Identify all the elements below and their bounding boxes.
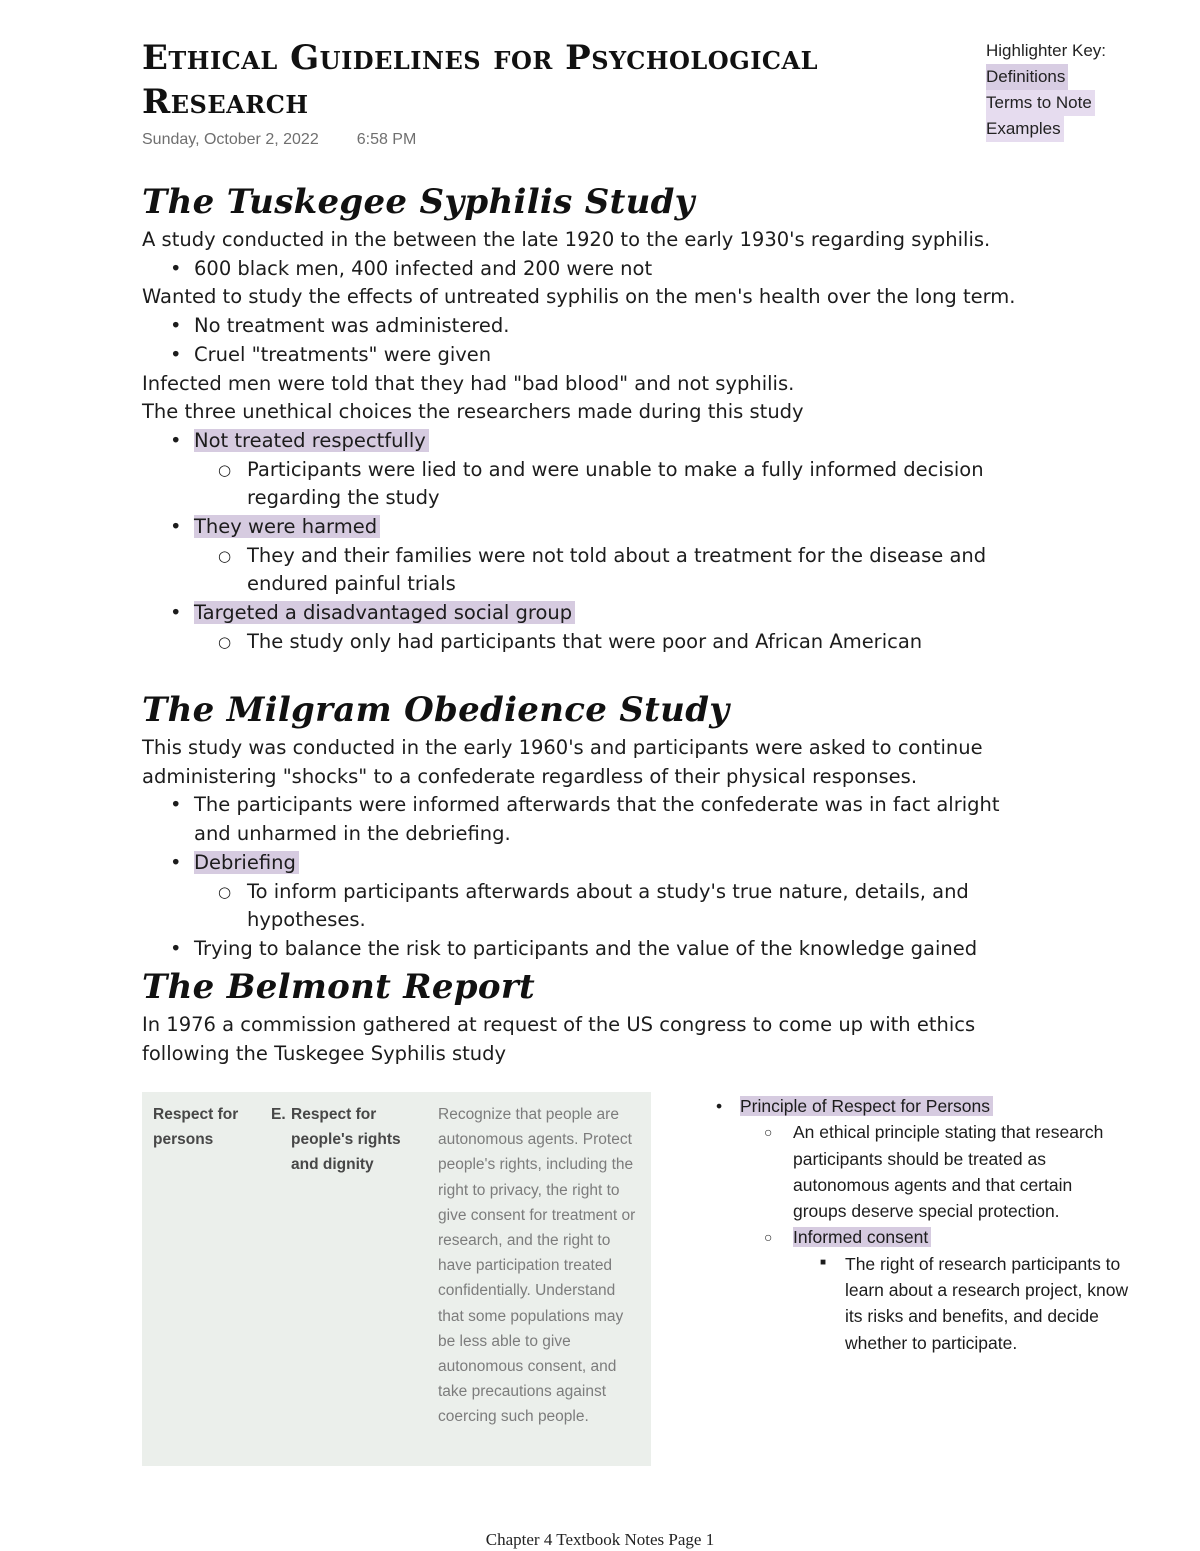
page-datetime <box>142 131 454 149</box>
paragraph: In 1976 a commission gathered at request of the US congress to come up with ethics following the Tuskegee Syphilis study <box>142 1013 976 1065</box>
bullet-item: • 600 black men, 400 infected and 200 were not <box>142 255 1042 284</box>
table-cell-standard <box>271 1102 401 1178</box>
page-footer: Chapter 4 Textbook Notes Page 1 <box>485 1530 715 1549</box>
sub-bullet-item: ○ They and their families were not told about a treatment for the disease and endured painful trials <box>142 542 1042 599</box>
table-cell-principle: Respect for persons <box>153 1106 239 1149</box>
section-belmont <box>142 1011 1042 1068</box>
sub-bullet-item: ○ The study only had participants that were poor and African American <box>142 628 1042 657</box>
highlight-definition: Targeted a disadvantaged social group <box>194 601 575 624</box>
bullet-item: • No treatment was administered. <box>142 312 1042 341</box>
table-cell-description: Recognize that people are autonomous agents. Protect people's rights, including the right to privacy, the right to give consent for treatment or research, and the right to have participation treated confidentially. Understand that some populations may be less able to give autonomous consent, and take precautions against coercing such people. <box>438 1106 636 1426</box>
belmont-notes <box>712 1093 1132 1356</box>
sub-bullet-item: ○ Participants were lied to and were unable to make a fully informed decision regarding the study <box>142 456 1042 513</box>
highlighter-key-label: Highlighter Key: <box>986 41 1107 60</box>
paragraph: This study was conducted in the early 1960's and participants were asked to continue administering "shocks" to a confederate regardless of their physical responses. <box>142 736 983 788</box>
bullet-item <box>142 427 1042 456</box>
highlight-definition: Principle of Respect for Persons <box>740 1096 993 1116</box>
highlighter-key <box>986 38 1106 142</box>
belmont-table-image <box>142 1092 651 1466</box>
key-terms: Terms to Note <box>986 90 1095 116</box>
sub-sub-bullet-item: ■ The right of research participants to learn about a research project, know its risks and benefits, and decide whether to participate. <box>712 1251 1130 1356</box>
page-time: 6:58 PM <box>356 131 417 148</box>
bullet-item <box>142 849 1042 878</box>
highlight-definition: Informed consent <box>793 1227 931 1247</box>
bullet-item: • The participants were informed afterwards that the confederate was in fact alright and unharmed in the debriefing. <box>142 791 1004 848</box>
page-title <box>142 36 992 124</box>
sub-bullet-item: ○ To inform participants afterwards about a study's true nature, details, and hypotheses. <box>142 878 1047 935</box>
page-date: Sunday, October 2, 2022 <box>142 131 319 148</box>
highlight-definition: They were harmed <box>194 515 380 538</box>
table-cell-standard-label: E. <box>271 1106 286 1123</box>
key-examples: Examples <box>986 116 1064 142</box>
paragraph: Infected men were told that they had "bad blood" and not syphilis. <box>142 371 795 395</box>
bullet-item: • Trying to balance the risk to participants and the value of the knowledge gained <box>142 935 1042 964</box>
section-tuskegee <box>142 226 1042 657</box>
paragraph: A study conducted in the between the late 1920 to the early 1930's regarding syphilis. <box>142 228 991 251</box>
highlight-definition: Debriefing <box>194 851 299 874</box>
highlight-definition: Not treated respectfully <box>194 429 429 452</box>
heading-tuskegee: The Tuskegee Syphilis Study <box>142 182 695 222</box>
bullet-item <box>142 599 1042 628</box>
paragraph: The three unethical choices the researchers made during this study <box>142 400 804 424</box>
heading-milgram: The Milgram Obedience Study <box>142 690 730 730</box>
table-cell-standard-text: Respect for people's rights and dignity <box>291 1106 401 1174</box>
heading-belmont: The Belmont Report <box>142 967 536 1007</box>
section-milgram <box>142 734 1042 964</box>
sub-bullet-item: ○ An ethical principle stating that research participants should be treated as autonomous agents and that certain groups deserve special protection. <box>712 1119 1113 1224</box>
page-title-line1: Ethical Guidelines for Psychological <box>142 38 819 78</box>
bullet-item <box>712 1093 1132 1119</box>
paragraph: Wanted to study the effects of untreated syphilis on the men's health over the long term. <box>142 285 1016 309</box>
page-title-line2: Research <box>142 82 309 122</box>
key-definitions: Definitions <box>986 64 1068 90</box>
sub-bullet-item <box>712 1224 1132 1250</box>
bullet-item <box>142 513 1042 542</box>
bullet-item: • Cruel "treatments" were given <box>142 341 1042 370</box>
